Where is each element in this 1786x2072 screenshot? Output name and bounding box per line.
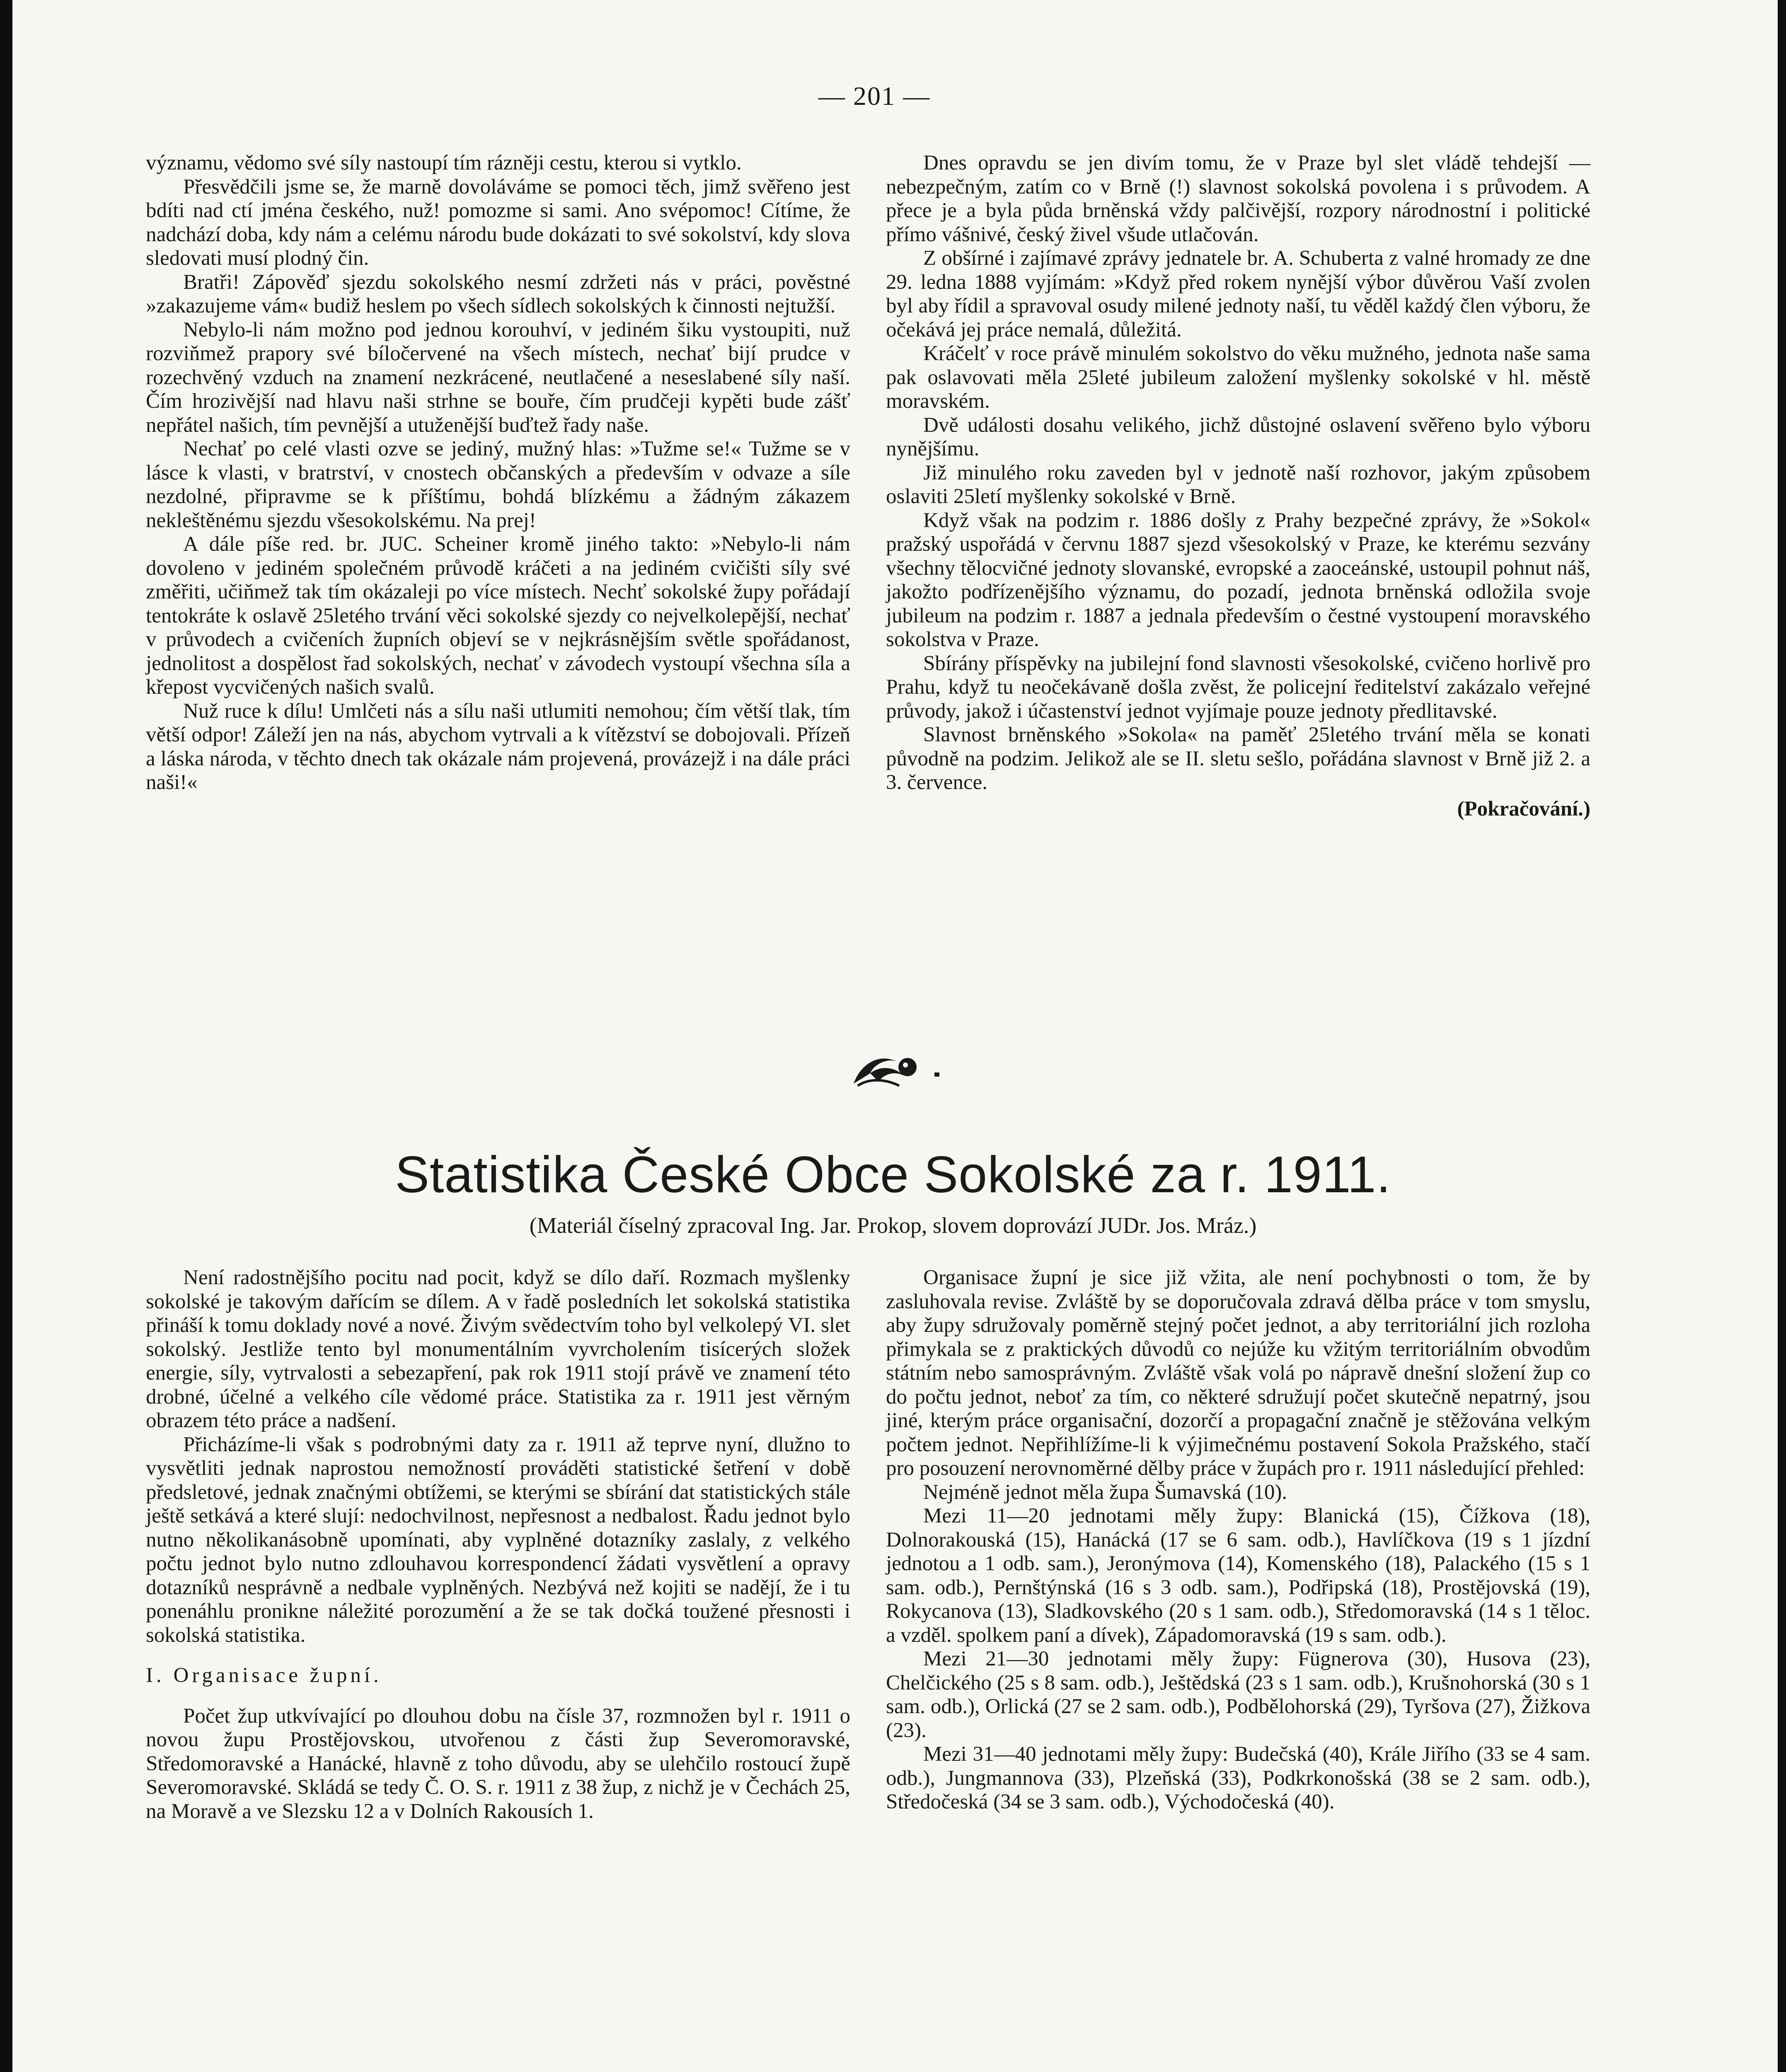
paragraph: Mezi 31—40 jednotami měly župy: Budečská (40), Krále Jiřího (33 se 4 sam. odb.), Jungmannova (33), Plzeňská (33), Podkrkonošská (38 se 2 sam. odb.), Středočeská (34 se 3 sam. odb.), Východočeská (40). (886, 1743, 1590, 1813)
scan-border-left (0, 0, 12, 2072)
paragraph: Sbírány příspěvky na jubilejní fond slavnosti všesokolské, cvičeno horlivě pro Prahu, když tu neočekávaně došla zvěst, že policejní ředitelství zakázalo veřejné průvody, jakož i účastenství jednot vyjímaje pouze jednoty předlitavské. (886, 651, 1590, 723)
paragraph: Dnes opravdu se jen divím tomu, že v Praze byl slet vládě tehdejší — nebezpečným, zatím co v Brně (!) slavnost sokolská povolena i s průvodem. A přece je a byla půda brněnská vždy palčivější, rozpory národnostní i politické přímo vášnivé, český živel všude utlačován. (886, 151, 1590, 246)
scan-border-right (1778, 0, 1786, 2072)
paragraph: Bratři! Zápověď sjezdu sokolského nesmí zdržeti nás v práci, pověstné »zakazujeme vám« budiž heslem po všech sídlech sokolských k činnosti nejtužší. (146, 270, 850, 317)
paragraph: Mezi 11—20 jednotami měly župy: Blanická (15), Čížkova (18), Dolnorakouská (15), Hanácká (17 se 6 sam. odb.), Havlíčkova (19 s 1 jízdní jednotou a 1 odb. sam.), Jeronýmova (14), Komenského (18), Palackého (15 s 1 sam. odb.), Pernštýnská (16 s 3 odb. sam.), Podřipská (18), Prostějovská (19), Rokycanova (13), Sladkovského (20 s 1 sam. odb.), Středomoravská (14 s 1 těloc. a vzděl. spolkem paní a dívek), Západomoravská (19 s sam. odb.). (886, 1504, 1590, 1647)
paragraph: Kráčelť v roce právě minulém sokolstvo do věku mužného, jednota naše sama pak oslavovati měla 25leté jubileum založení myšlenky sokolské v hl. městě moravském. (886, 342, 1590, 413)
article-title: Statistika České Obce Sokolské za r. 1911. (395, 1146, 1391, 1203)
paragraph: Nejméně jednot měla župa Šumavská (10). (923, 1480, 1287, 1504)
bottom-left-column (146, 1266, 850, 1823)
top-right-column (886, 151, 1590, 821)
continued-note: (Pokračování.) (1457, 797, 1590, 821)
article-subtitle: (Materiál číselný zpracoval Ing. Jar. Prokop, slovem doprovází JUDr. Jos. Mráz.) (529, 1213, 1257, 1238)
paragraph: Přicházíme-li však s podrobnými daty za r. 1911 až teprve nyní, dlužno to vysvětliti jednak naprostou nemožností prováděti statistické šetření v době předsletové, jednak značnými obtížemi, se kterými se sbírání dat statistických stále ještě setkává a které slují: nedochvilnost, nepřesnost a nedbalost. Řadu jednot bylo nutno několikanásobně upomínati, aby vyplněné dotazníky zaslaly, z velkého počtu jednot bylo nutno zdlouhavou korrespondencí žádati vysvětlení a opravy dotazníků nesprávně a nedbale vyplněných. Nezbývá než kojiti se nadějí, že i tu ponenáhlu pronikne náležité porozumění a že se tak dočká toužené přesnosti i sokolská statistika. (146, 1433, 850, 1647)
bottom-right-column (886, 1266, 1590, 1814)
paragraph: Mezi 21—30 jednotami měly župy: Fügnerova (30), Husova (23), Chelčického (25 s 8 sam. odb.), Ještědská (23 s 1 sam. odb.), Krušnohorská (30 s 1 sam. odb.), Orlická (27 se 2 sam. odb.), Podbělohorská (29), Tyršova (27), Žižkova (23). (886, 1647, 1590, 1742)
paragraph: Dvě události dosahu velikého, jichž důstojné oslavení svěřeno bylo výboru nynějšímu. (886, 413, 1590, 460)
section-heading: I. Organisace župní. (146, 1664, 382, 1687)
paragraph: Není radostnějšího pocitu nad pocit, když se dílo daří. Rozmach myšlenky sokolské je takovým dařícím se dílem. A v řadě posledních let sokolská statistika přináší k tomu doklady nové a nové. Živým svědectvím toho byl velkolepý VI. slet sokolský. Jestliže tento byl monumentálním vyvrcholením tisícerých složek energie, síly, vytrvalosti a sebezapření, pak rok 1911 stojí právě ve znamení této drobné, účelné a velkého cíle vědomé práce. Statistika za r. 1911 jest věrným obrazem této práce a nadšení. (146, 1266, 850, 1432)
paragraph: Nuž ruce k dílu! Umlčeti nás a sílu naši utlumiti nemohou; čím větší tlak, tím větší odpor! Záleží jen na nás, abychom vytrvali a k vítězství se dobojovali. Přízeň a láska národa, v těchto dnech tak okázale nám projevená, provázejž i na dále práci naši!« (146, 699, 850, 794)
floral-ornament-icon (845, 1044, 949, 1094)
page-number: — 201 — (818, 81, 930, 111)
paragraph: Přesvědčili jsme se, že marně dovoláváme se pomoci těch, jimž svěřeno jest bdíti nad ctí jména českého, nuž! pomozme si sami. Ano svépomoc! Cítíme, že nadchází doba, kdy nám a celému národu bude dokázati to své sokolství, kdy slova sledovati musí plodný čin. (146, 175, 850, 270)
paragraph: Slavnost brněnského »Sokola« na paměť 25letého trvání měla se konati původně na podzim. Jelikož ale se II. sletu sešlo, pořádána slavnost v Brně již 2. a 3. července. (886, 723, 1590, 794)
paragraph: Nebylo-li nám možno pod jednou korouhví, v jediném šiku vystoupiti, nuž rozviňmež prapory své bíločervené na všech místech, nechať bijí prudce v rozechvěný vzduch na znamení nezkrácené, neutlačené a neseslabené síly naší. Čím hrozivější nad hlavu naši strhne se bouře, čím prudčeji kypěti bude zášť nepřátel našich, tím pevnější a utuženější buďtež řady naše. (146, 318, 850, 437)
paragraph: Již minulého roku zaveden byl v jednotě naší rozhovor, jakým způsobem oslaviti 25letí myšlenky sokolské v Brně. (886, 461, 1590, 508)
paragraph: Nechať po celé vlasti ozve se jediný, mužný hlas: »Tužme se!« Tužme se v lásce k vlasti, v bratrství, v cnostech občanských a především v odvaze a síle nezdolné, připravme se k příštímu, bohdá blízkému a žádným zákazem nekleštěnému sjezdu všesokolskému. Na prej! (146, 437, 850, 532)
paragraph: Počet žup utkvívající po dlouhou dobu na čísle 37, rozmnožen byl r. 1911 o novou župu Prostějovskou, utvořenou z části žup Severomoravské, Středomoravské a Hanácké, hlavně z toho důvodu, aby se ulehčilo rostoucí župě Severomoravské. Skládá se tedy Č. O. S. r. 1911 z 38 žup, z nichž je v Čechách 25, na Moravě a ve Slezsku 12 a v Dolních Rakousích 1. (146, 1704, 850, 1823)
paragraph: Organisace župní je sice již vžita, ale není pochybnosti o tom, že by zasluhovala revise. Zvláště by se doporučovala zdravá dělba práce v tom smyslu, aby župy sdružovaly poměrně stejný počet jednot, a aby territoriální jich rozloha přimykala se z praktických důvodů co nejúže ku vžitým territoriálním obvodům státním nebo samosprávným. Zvláště však volá po nápravě dnešní složení žup co do počtu jednot, neboť za tím, co některé sdružují počet skutečně nepatrný, jsou jiné, kterým práce organisační, dozorčí a propagační značně je stěžována velkým počtem jednot. Nepřihlížíme-li k výjimečnému postavení Sokola Pražského, stačí pro posouzení nerovnoměrné dělby práce v župách pro r. 1911 následující přehled: (886, 1266, 1590, 1480)
paragraph: významu, vědomo své síly nastoupí tím rázněji cestu, kterou si vytklo. (146, 151, 742, 174)
paragraph: Když však na podzim r. 1886 došly z Prahy bezpečné zprávy, že »Sokol« pražský uspořádá v červnu 1887 sjezd všesokolský v Praze, ke kterému sezvány všechny tělocvičné jednoty slovanské, evropské a zaoceánské, ustoupil pohnut náš, jakožto podřízenějšího významu, do pozadí, jednota brněnská odložila svoje jubileum na podzim r. 1887 a jednala především o čestné vystoupení moravského sokolstva v Praze. (886, 508, 1590, 651)
top-left-column (146, 151, 850, 795)
paragraph: Z obšírné i zajímavé zprávy jednatele br. A. Schuberta z valné hromady ze dne 29. ledna 1888 vyjímám: »Když před rokem nynější výbor důvěrou Vaší zvolen byl aby řídil a spravoval osudy milené jednoty naší, tu věděl každý člen výboru, že očekává jej práce nemalá, důležitá. (886, 247, 1590, 341)
paragraph: A dále píše red. br. JUC. Scheiner kromě jiného takto: »Nebylo-li nám dovoleno v jediném společném průvodě kráčeti a na jediném cvičišti síly své změřiti, učiňmež tak tím okázaleji po více místech. Nechť sokolské župy pořádají tentokráte k oslavě 25letého trvání věci sokolské sjezdy co nejvelkolepější, nechať v průvodech a cvičeních župních objeví se v nejkrásnějším světle spořádanost, jednolitost a dospělost řad sokolských, nechať v závodech vystoupí všechna síla a křepost vycvičených našich svalů. (146, 533, 850, 699)
